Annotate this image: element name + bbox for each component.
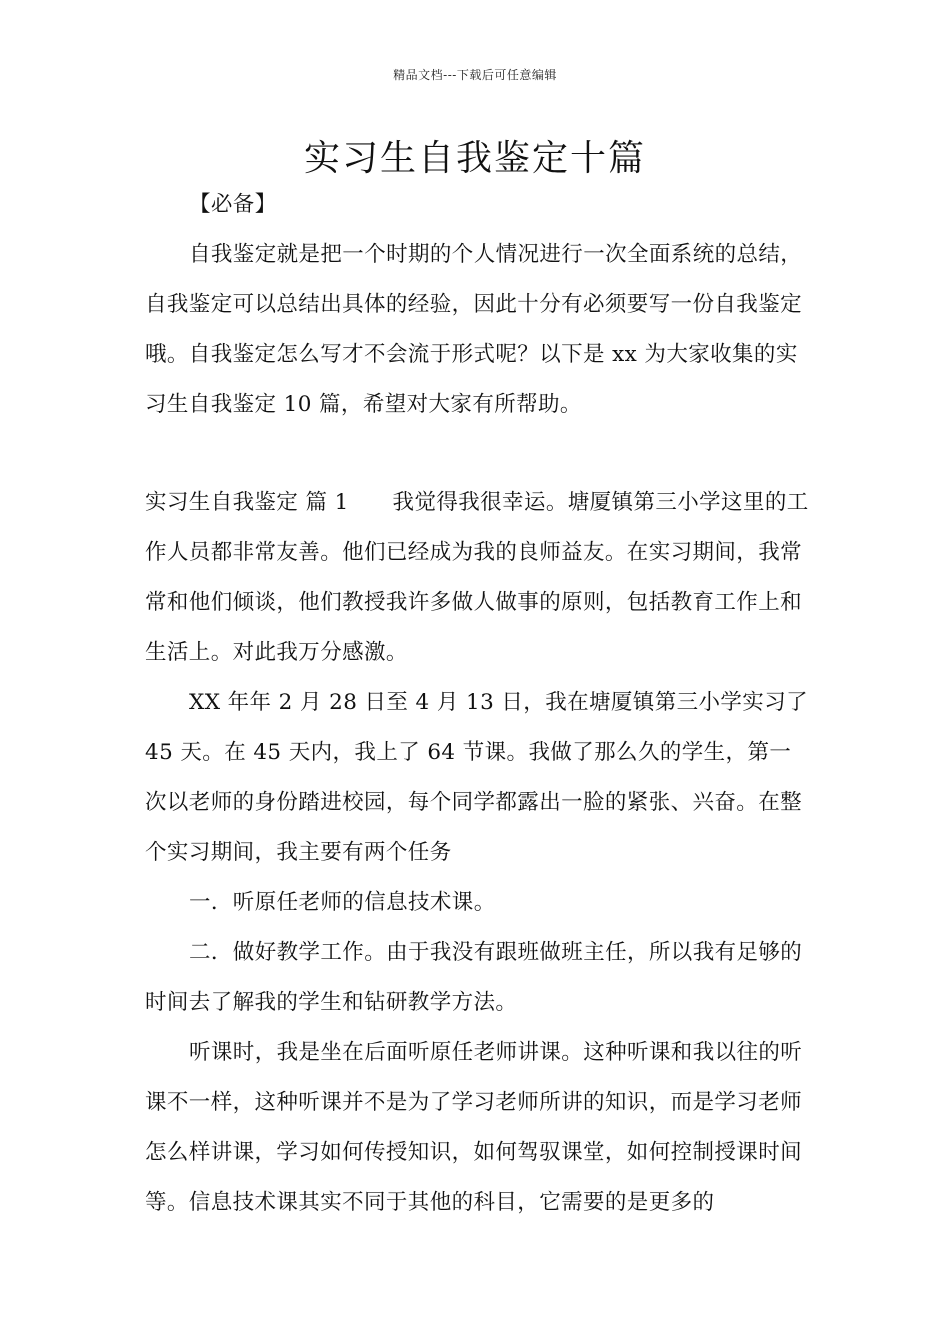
header-note: 精品文档---下载后可任意编辑 — [393, 68, 557, 82]
document-body — [145, 180, 813, 1228]
paragraph-section-1: 实习生自我鉴定 篇 1 我觉得我很幸运。塘厦镇第三小学这里的工作人员都非常友善。他们已经成为我的良师益友。在实习期间，我常常和他们倾谈，他们教授我许多做人做事的原则，包括教育工作上和生活上。对此我万分感激。 — [145, 490, 809, 665]
paragraph-dates: XX 年年 2 月 28 日至 4 月 13 日，我在塘厦镇第三小学实习了 45 天。在 45 天内，我上了 64 节课。我做了那么久的学生，第一次以老师的身份踏进校园，每个同学都露出一脸的紧张、兴奋。在整个实习期间，我主要有两个任务 — [145, 690, 808, 865]
paragraph-listening: 听课时，我是坐在后面听原任老师讲课。这种听课和我以往的听课不一样，这种听课并不是为了学习老师所讲的知识，而是学习老师怎么样讲课，学习如何传授知识，如何驾驭课堂，如何控制授课时间等。信息技术课其实不同于其他的科目，它需要的是更多的 — [145, 1040, 803, 1215]
paragraph-tag: 【必备】 — [189, 192, 277, 217]
paragraph-task-1: 一．听原任老师的信息技术课。 — [189, 890, 496, 915]
paragraph-task-2: 二．做好教学工作。由于我没有跟班做班主任，所以我有足够的时间去了解我的学生和钻研教学方法。 — [145, 940, 803, 1015]
paragraph-gap — [145, 430, 813, 478]
paragraph-intro: 自我鉴定就是把一个时期的个人情况进行一次全面系统的总结，自我鉴定可以总结出具体的经验，因此十分有必须要写一份自我鉴定哦。自我鉴定怎么写才不会流于形式呢？以下是 xx 为大家收集的实习生自我鉴定 10 篇，希望对大家有所帮助。 — [145, 242, 803, 417]
document-title: 实习生自我鉴定十篇 — [303, 138, 646, 179]
